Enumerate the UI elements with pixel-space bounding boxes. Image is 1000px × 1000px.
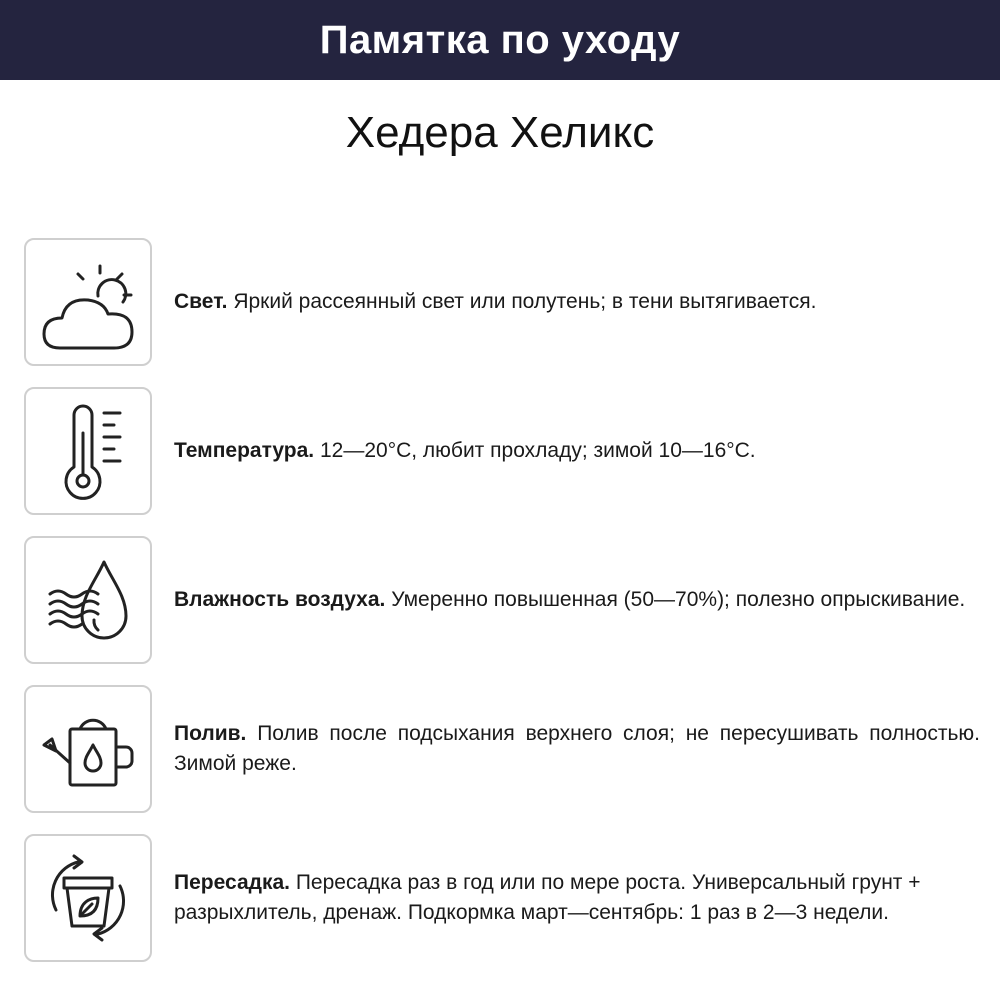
icon-box — [24, 238, 152, 366]
repot-icon — [38, 848, 138, 948]
icon-box — [24, 834, 152, 962]
thermometer-icon — [38, 401, 138, 501]
header-bar — [0, 0, 1000, 80]
humidity-drop-icon — [38, 550, 138, 650]
care-item-label: Свет. — [174, 290, 228, 313]
care-item-text — [174, 719, 980, 779]
care-item-description: Полив после подсыхания верхнего слоя; не пересушивать полностью. Зимой реже. — [174, 722, 980, 775]
care-item-label: Полив. — [174, 722, 247, 745]
care-item-temperature — [24, 387, 980, 515]
care-item-description: Пересадка раз в год или по мере роста. Универсальный грунт + разрыхлитель, дренаж. Подкормка март—сентябрь: 1 раз в 2—3 недели. — [174, 871, 921, 924]
icon-box — [24, 387, 152, 515]
page-title: Памятка по уходу — [319, 17, 681, 62]
plant-name: Хедера Хеликс — [345, 108, 655, 157]
watering-can-icon — [38, 699, 138, 799]
care-item-description: Яркий рассеянный свет или полутень; в тени вытягивается. — [227, 290, 817, 313]
care-item-label: Температура. — [174, 439, 315, 462]
care-item-label: Пересадка. — [174, 871, 290, 894]
care-item-description: 12—20°C, любит прохладу; зимой 10—16°C. — [314, 439, 756, 462]
care-item-light — [24, 238, 980, 366]
care-item-description: Умеренно повышенная (50—70%); полезно опрыскивание. — [385, 588, 966, 611]
care-item-repotting — [24, 834, 980, 962]
care-item-humidity — [24, 536, 980, 664]
icon-box — [24, 536, 152, 664]
care-item-text — [174, 868, 980, 928]
care-item-text — [174, 287, 980, 317]
sun-cloud-icon — [38, 252, 138, 352]
icon-box — [24, 685, 152, 813]
care-item-text — [174, 585, 980, 615]
care-item-watering — [24, 685, 980, 813]
care-item-text — [174, 436, 980, 466]
care-item-label: Влажность воздуха. — [174, 588, 386, 611]
